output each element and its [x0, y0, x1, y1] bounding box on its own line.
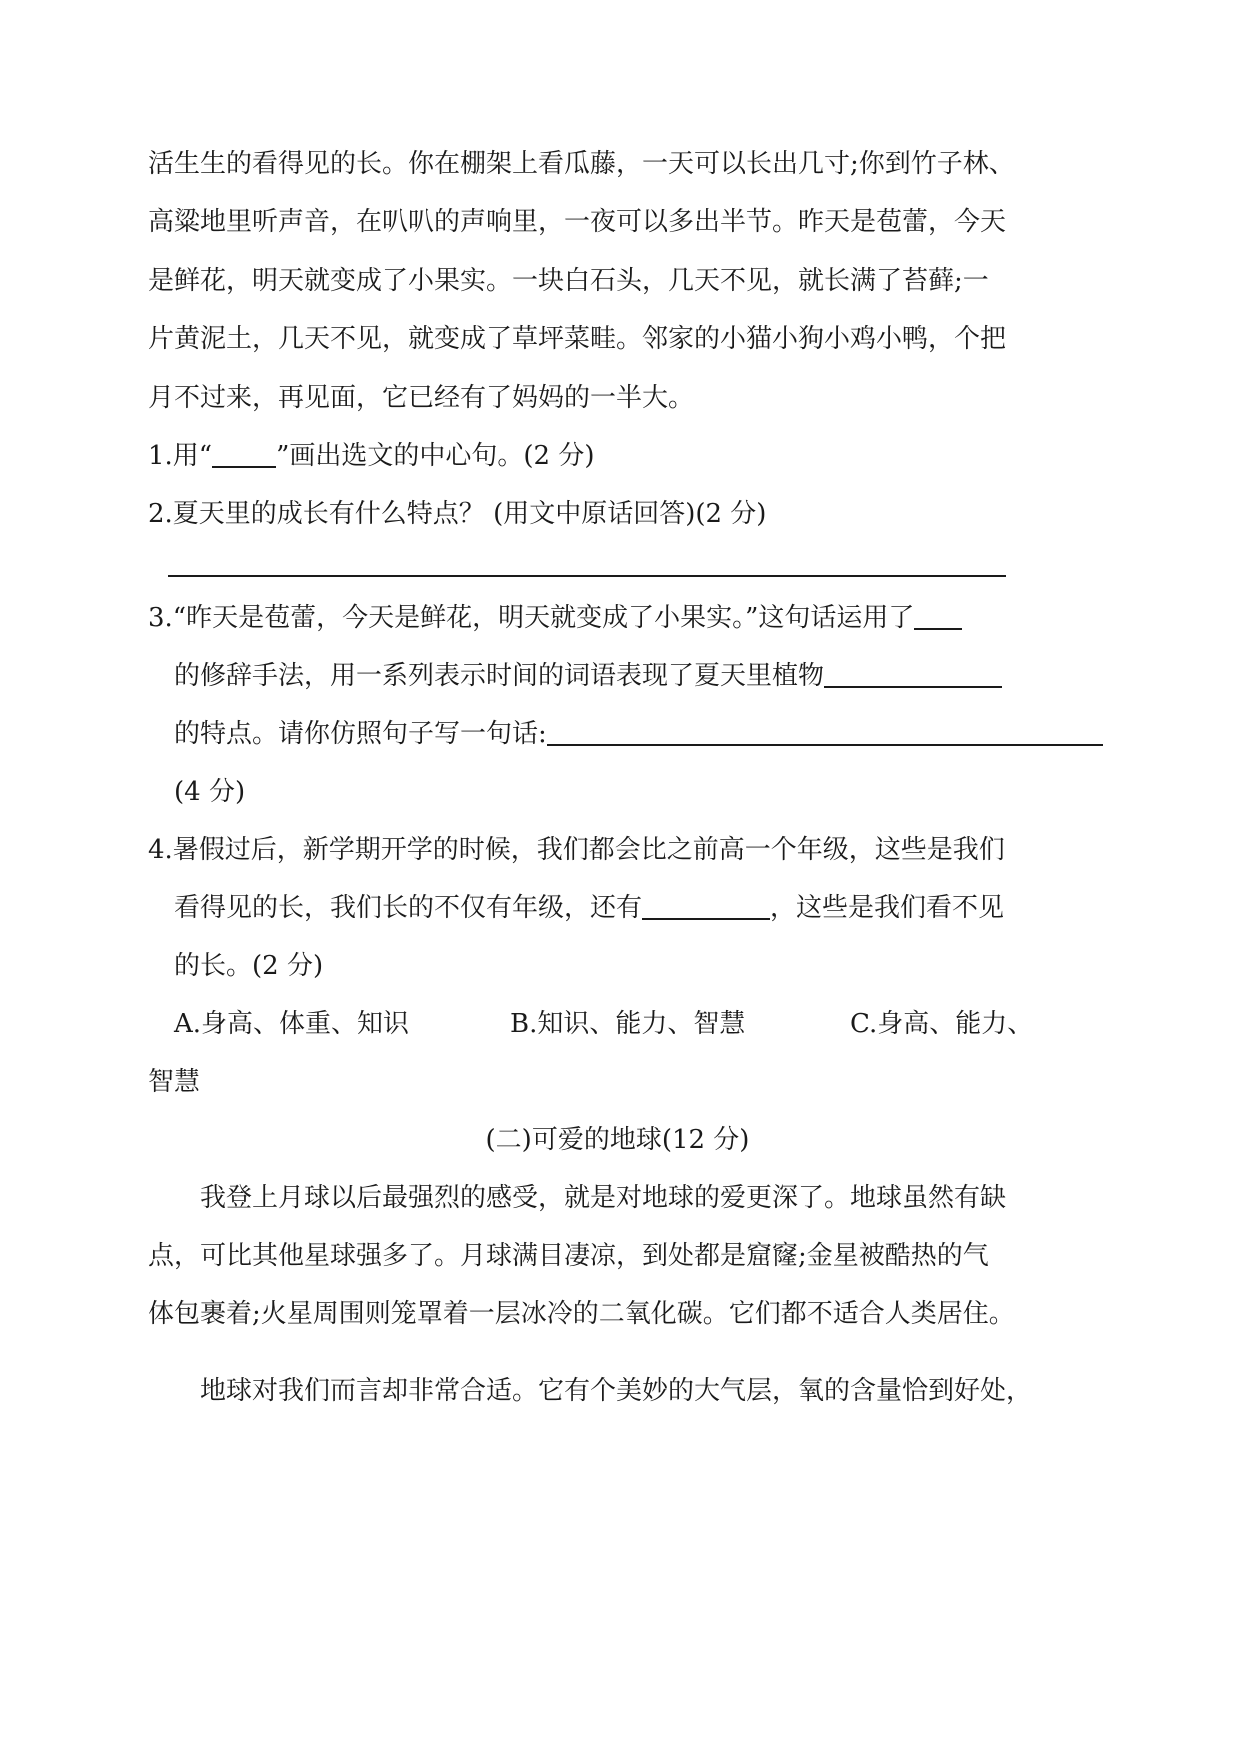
passage-line: 月不过来，再见面，它已经有了妈妈的一半大。	[148, 383, 695, 413]
question-4-cont	[174, 888, 1214, 928]
question-4: 4.暑假过后，新学期开学的时候，我们都会比之前高一个年级，这些是我们	[148, 835, 1005, 865]
answer-blank[interactable]	[642, 890, 770, 920]
passage-line: 点，可比其他星球强多了。月球满目凄凉，到处都是窟窿;金星被酷热的气	[148, 1241, 989, 1271]
question-3-cont	[174, 714, 1235, 754]
answer-blank[interactable]	[914, 600, 962, 630]
passage-line: 高粱地里听声音，在叭叭的声响里，一夜可以多出半节。昨天是苞蕾，今天	[148, 207, 1007, 237]
passage-line: 体包裹着;火星周围则笼罩着一层冰冷的二氧化碳。它们都不适合人类居住。	[148, 1299, 1015, 1329]
question-4-line-2a: 看得见的长，我们长的不仅有年级，还有	[174, 893, 643, 923]
option-c[interactable]: C.身高、能力、	[850, 1009, 1034, 1039]
passage-line: 活生生的看得见的长。你在棚架上看瓜藤，一天可以长出几寸;你到竹子林、	[148, 149, 1015, 179]
question-3-line-2: 的修辞手法，用一系列表示时间的词语表现了夏天里植物	[174, 661, 825, 691]
question-1-prefix: 1.用“	[148, 441, 213, 471]
question-3-line-1: 3.“昨天是苞蕾，今天是鲜花，明天就变成了小果实。”这句话运用了	[148, 603, 915, 633]
answer-blank[interactable]	[212, 438, 276, 468]
question-3-score: (4 分)	[174, 777, 246, 807]
question-3	[148, 598, 1208, 638]
option-a[interactable]: A.身高、体重、知识	[174, 1009, 410, 1039]
question-4-line-2b: ，这些是我们看不见	[770, 893, 1005, 923]
question-3-line-3: 的特点。请你仿照句子写一句话:	[174, 719, 547, 749]
question-1-suffix: ”画出选文的中心句。(2 分)	[276, 441, 595, 471]
passage-line: 是鲜花，明天就变成了小果实。一块白石头，几天不见，就长满了苔藓;一	[148, 266, 989, 296]
question-4-score: 的长。(2 分)	[174, 951, 324, 981]
passage-line: 片黄泥土，几天不见，就变成了草坪菜畦。邻家的小猫小狗小鸡小鸭，个把	[148, 324, 1007, 354]
passage-line: 我登上月球以后最强烈的感受，就是对地球的爱更深了。地球虽然有缺	[200, 1183, 1007, 1213]
question-2: 2.夏天里的成长有什么特点？ (用文中原话回答)(2 分)	[148, 499, 767, 529]
answer-blank[interactable]	[547, 716, 1103, 746]
section-title: (二)可爱的地球(12 分)	[485, 1125, 750, 1155]
answer-line[interactable]	[168, 575, 1006, 577]
option-b[interactable]: B.知识、能力、智慧	[510, 1009, 746, 1039]
answer-blank[interactable]	[824, 658, 1002, 688]
option-c-wrap: 智慧	[148, 1067, 201, 1097]
question-1	[148, 436, 1208, 476]
passage-line: 地球对我们而言却非常合适。它有个美妙的大气层，氧的含量恰到好处，	[200, 1376, 1033, 1406]
question-3-cont	[174, 656, 1214, 696]
